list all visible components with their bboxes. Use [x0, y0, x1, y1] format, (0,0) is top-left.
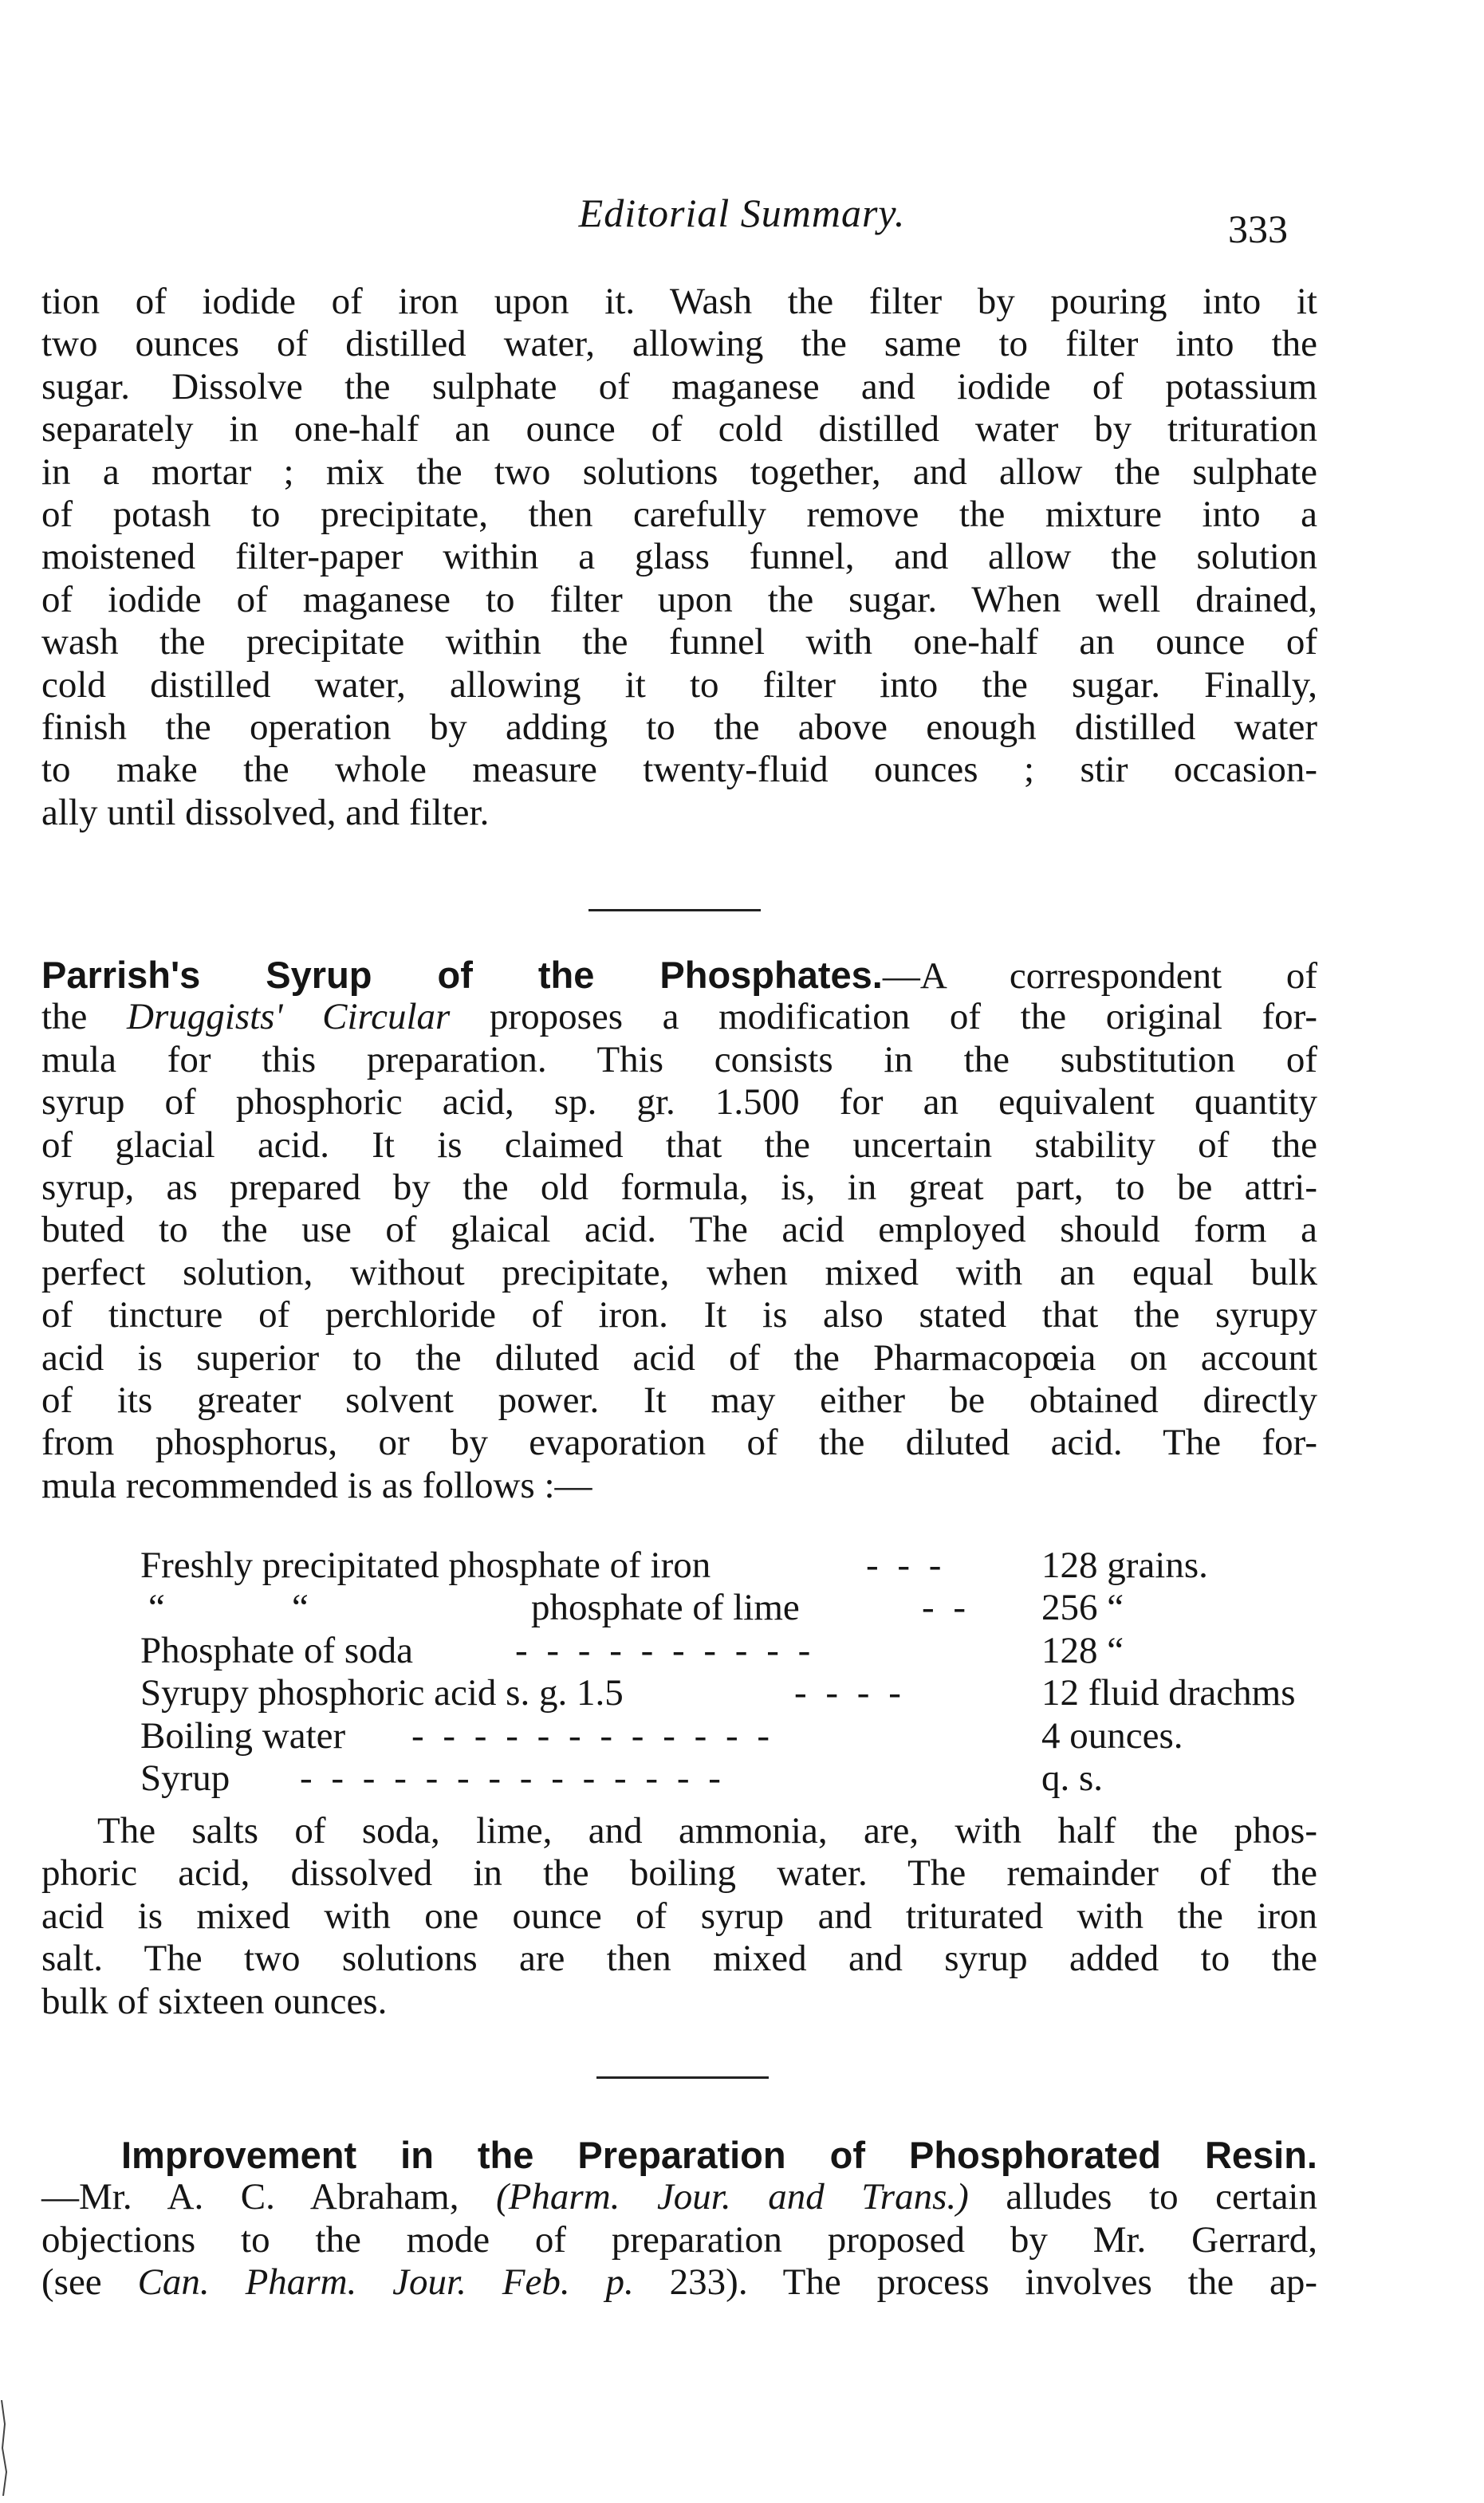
- text-line: in a mortar ; mix the two solutions together, and allow the sulphate: [41, 451, 1317, 493]
- paragraph-parrish-directions: [41, 1810, 1317, 2023]
- text-line: to make the whole measure twenty-fluid ounces ; stir occasion-: [41, 749, 1317, 791]
- formula-ingredient-list: [140, 1545, 1329, 1800]
- journal-citation: (Pharm. Jour. and Trans.): [496, 2176, 969, 2218]
- leader-dots: - - -: [866, 1545, 947, 1586]
- ingredient-name: Boiling water: [140, 1714, 346, 1757]
- text-line: moistened filter-paper within a glass funnel, and allow the solution: [41, 536, 1317, 578]
- ingredient-quantity: 128 grains.: [1041, 1545, 1208, 1586]
- ingredient-quantity: q. s.: [1041, 1757, 1104, 1799]
- text-line: buted to the use of glaical acid. The acid employed should form a: [41, 1209, 1317, 1251]
- text-line: syrup of phosphoric acid, sp. gr. 1.500 for an equivalent quantity: [41, 1081, 1317, 1124]
- text-line: bulk of sixteen ounces.: [41, 1980, 388, 2022]
- text-line: syrup, as prepared by the old formula, is, in great part, to be attri-: [41, 1166, 1317, 1208]
- text-line: [41, 2176, 1317, 2218]
- leader-dots: - - - - - - - - - -: [515, 1629, 816, 1671]
- text-line: acid is mixed with one ounce of syrup and triturated with the iron: [41, 1895, 1317, 1937]
- text-line: wash the precipitate within the funnel with one-half an ounce of: [41, 621, 1317, 663]
- text-fragment: 233). The process involves the ap-: [633, 2261, 1317, 2304]
- leader-dots: - - - -: [794, 1672, 906, 1714]
- ditto-mark: “: [292, 1587, 309, 1629]
- article-phosphorated-resin: [41, 2134, 1317, 2304]
- text-line: objections to the mode of preparation proposed by Mr. Gerrard,: [41, 2218, 1317, 2261]
- heading-tail: —A correspondent of: [882, 955, 1317, 997]
- section-divider: [596, 2076, 769, 2079]
- text-line: perfect solution, without precipitate, when mixed with an equal bulk: [41, 1251, 1317, 1293]
- text-fragment: the: [41, 996, 128, 1038]
- ingredient-quantity: 4 ounces.: [1041, 1714, 1183, 1757]
- ingredient-row: [140, 1757, 1329, 1800]
- journal-citation: Can. Pharm. Jour. Feb. p.: [137, 2261, 634, 2304]
- ingredient-quantity: 256 “: [1041, 1587, 1124, 1629]
- text-line: separately in one-half an ounce of cold distilled water by trituration: [41, 408, 1317, 451]
- ingredient-quantity: 12 fluid drachms: [1041, 1672, 1296, 1714]
- text-line: sugar. Dissolve the sulphate of maganese and iodide of potassium: [41, 365, 1317, 407]
- ingredient-row: [140, 1587, 1329, 1629]
- ingredient-name: phosphate of lime: [531, 1587, 800, 1629]
- text-line: finish the operation by adding to the above enough distilled water: [41, 706, 1317, 748]
- text-fragment: (see: [41, 2261, 138, 2304]
- article-heading: Parrish's Syrup of the Phosphates.: [41, 954, 883, 996]
- text-line: phoric acid, dissolved in the boiling water. The remainder of the: [41, 1852, 1317, 1895]
- text-line: of its greater solvent power. It may either be obtained directly: [41, 1379, 1317, 1421]
- paragraph-iodide-continuation: [41, 281, 1317, 834]
- text-line: The salts of soda, lime, and ammonia, are, with half the phos-: [97, 1810, 1317, 1852]
- text-line: [41, 996, 1317, 1038]
- scan-edge-artifact: [0, 2400, 13, 2496]
- text-line: ally until dissolved, and filter.: [41, 791, 490, 833]
- ingredient-quantity: 128 “: [1041, 1629, 1124, 1671]
- text-line: of tincture of perchloride of iron. It is also stated that the syrupy: [41, 1294, 1317, 1336]
- leader-dots: - - - - - - - - - - - -: [411, 1714, 775, 1757]
- ingredient-name: Freshly precipitated phosphate of iron: [140, 1545, 711, 1586]
- page-number: 333: [1228, 207, 1288, 251]
- text-line: cold distilled water, allowing it to filter into the sugar. Finally,: [41, 663, 1317, 706]
- ingredient-row: [140, 1715, 1329, 1757]
- leader-dots: - - - - - - - - - - - - - -: [300, 1757, 726, 1799]
- article-heading-line: [41, 954, 1317, 996]
- text-line: of potash to precipitate, then carefully remove the mixture into a: [41, 493, 1317, 535]
- text-line: tion of iodide of iron upon it. Wash the filter by pouring into it: [41, 281, 1317, 322]
- section-divider: [588, 909, 761, 911]
- text-line: two ounces of distilled water, allowing the same to filter into the: [41, 323, 1317, 365]
- ingredient-name: Syrupy phosphoric acid s. g. 1.5: [140, 1672, 624, 1714]
- text-line: acid is superior to the diluted acid of the Pharmacopœia on account: [41, 1336, 1317, 1379]
- leader-dots: - -: [922, 1587, 971, 1629]
- ingredient-row: [140, 1630, 1329, 1672]
- ingredient-name: Phosphate of soda: [140, 1629, 414, 1671]
- running-header: Editorial Summary.: [578, 191, 906, 235]
- text-fragment: proposes a modification of the original for-: [450, 996, 1318, 1038]
- text-line: mula for this preparation. This consists in the substitution of: [41, 1038, 1317, 1080]
- ingredient-row: [140, 1545, 1329, 1587]
- text-line: salt. The two solutions are then mixed and syrup added to the: [41, 1938, 1317, 1980]
- article-parrish-syrup: [41, 954, 1317, 1507]
- ingredient-name: Syrup: [140, 1757, 230, 1799]
- ingredient-row: [140, 1672, 1329, 1714]
- journal-title: Druggists' Circular: [127, 996, 451, 1038]
- text-fragment: —Mr. A. C. Abraham,: [41, 2176, 497, 2218]
- ditto-mark: “: [148, 1587, 165, 1629]
- article-heading: Improvement in the Preparation of Phosphorated Resin.: [121, 2134, 1317, 2176]
- text-line: of glacial acid. It is claimed that the uncertain stability of the: [41, 1124, 1317, 1166]
- text-line: mula recommended is as follows :—: [41, 1464, 592, 1506]
- text-line: [41, 2261, 1317, 2304]
- article-heading-line: [41, 2134, 1317, 2176]
- text-line: of iodide of maganese to filter upon the sugar. When well drained,: [41, 578, 1317, 620]
- text-fragment: alludes to certain: [968, 2176, 1317, 2218]
- text-line: from phosphorus, or by evaporation of the diluted acid. The for-: [41, 1422, 1317, 1464]
